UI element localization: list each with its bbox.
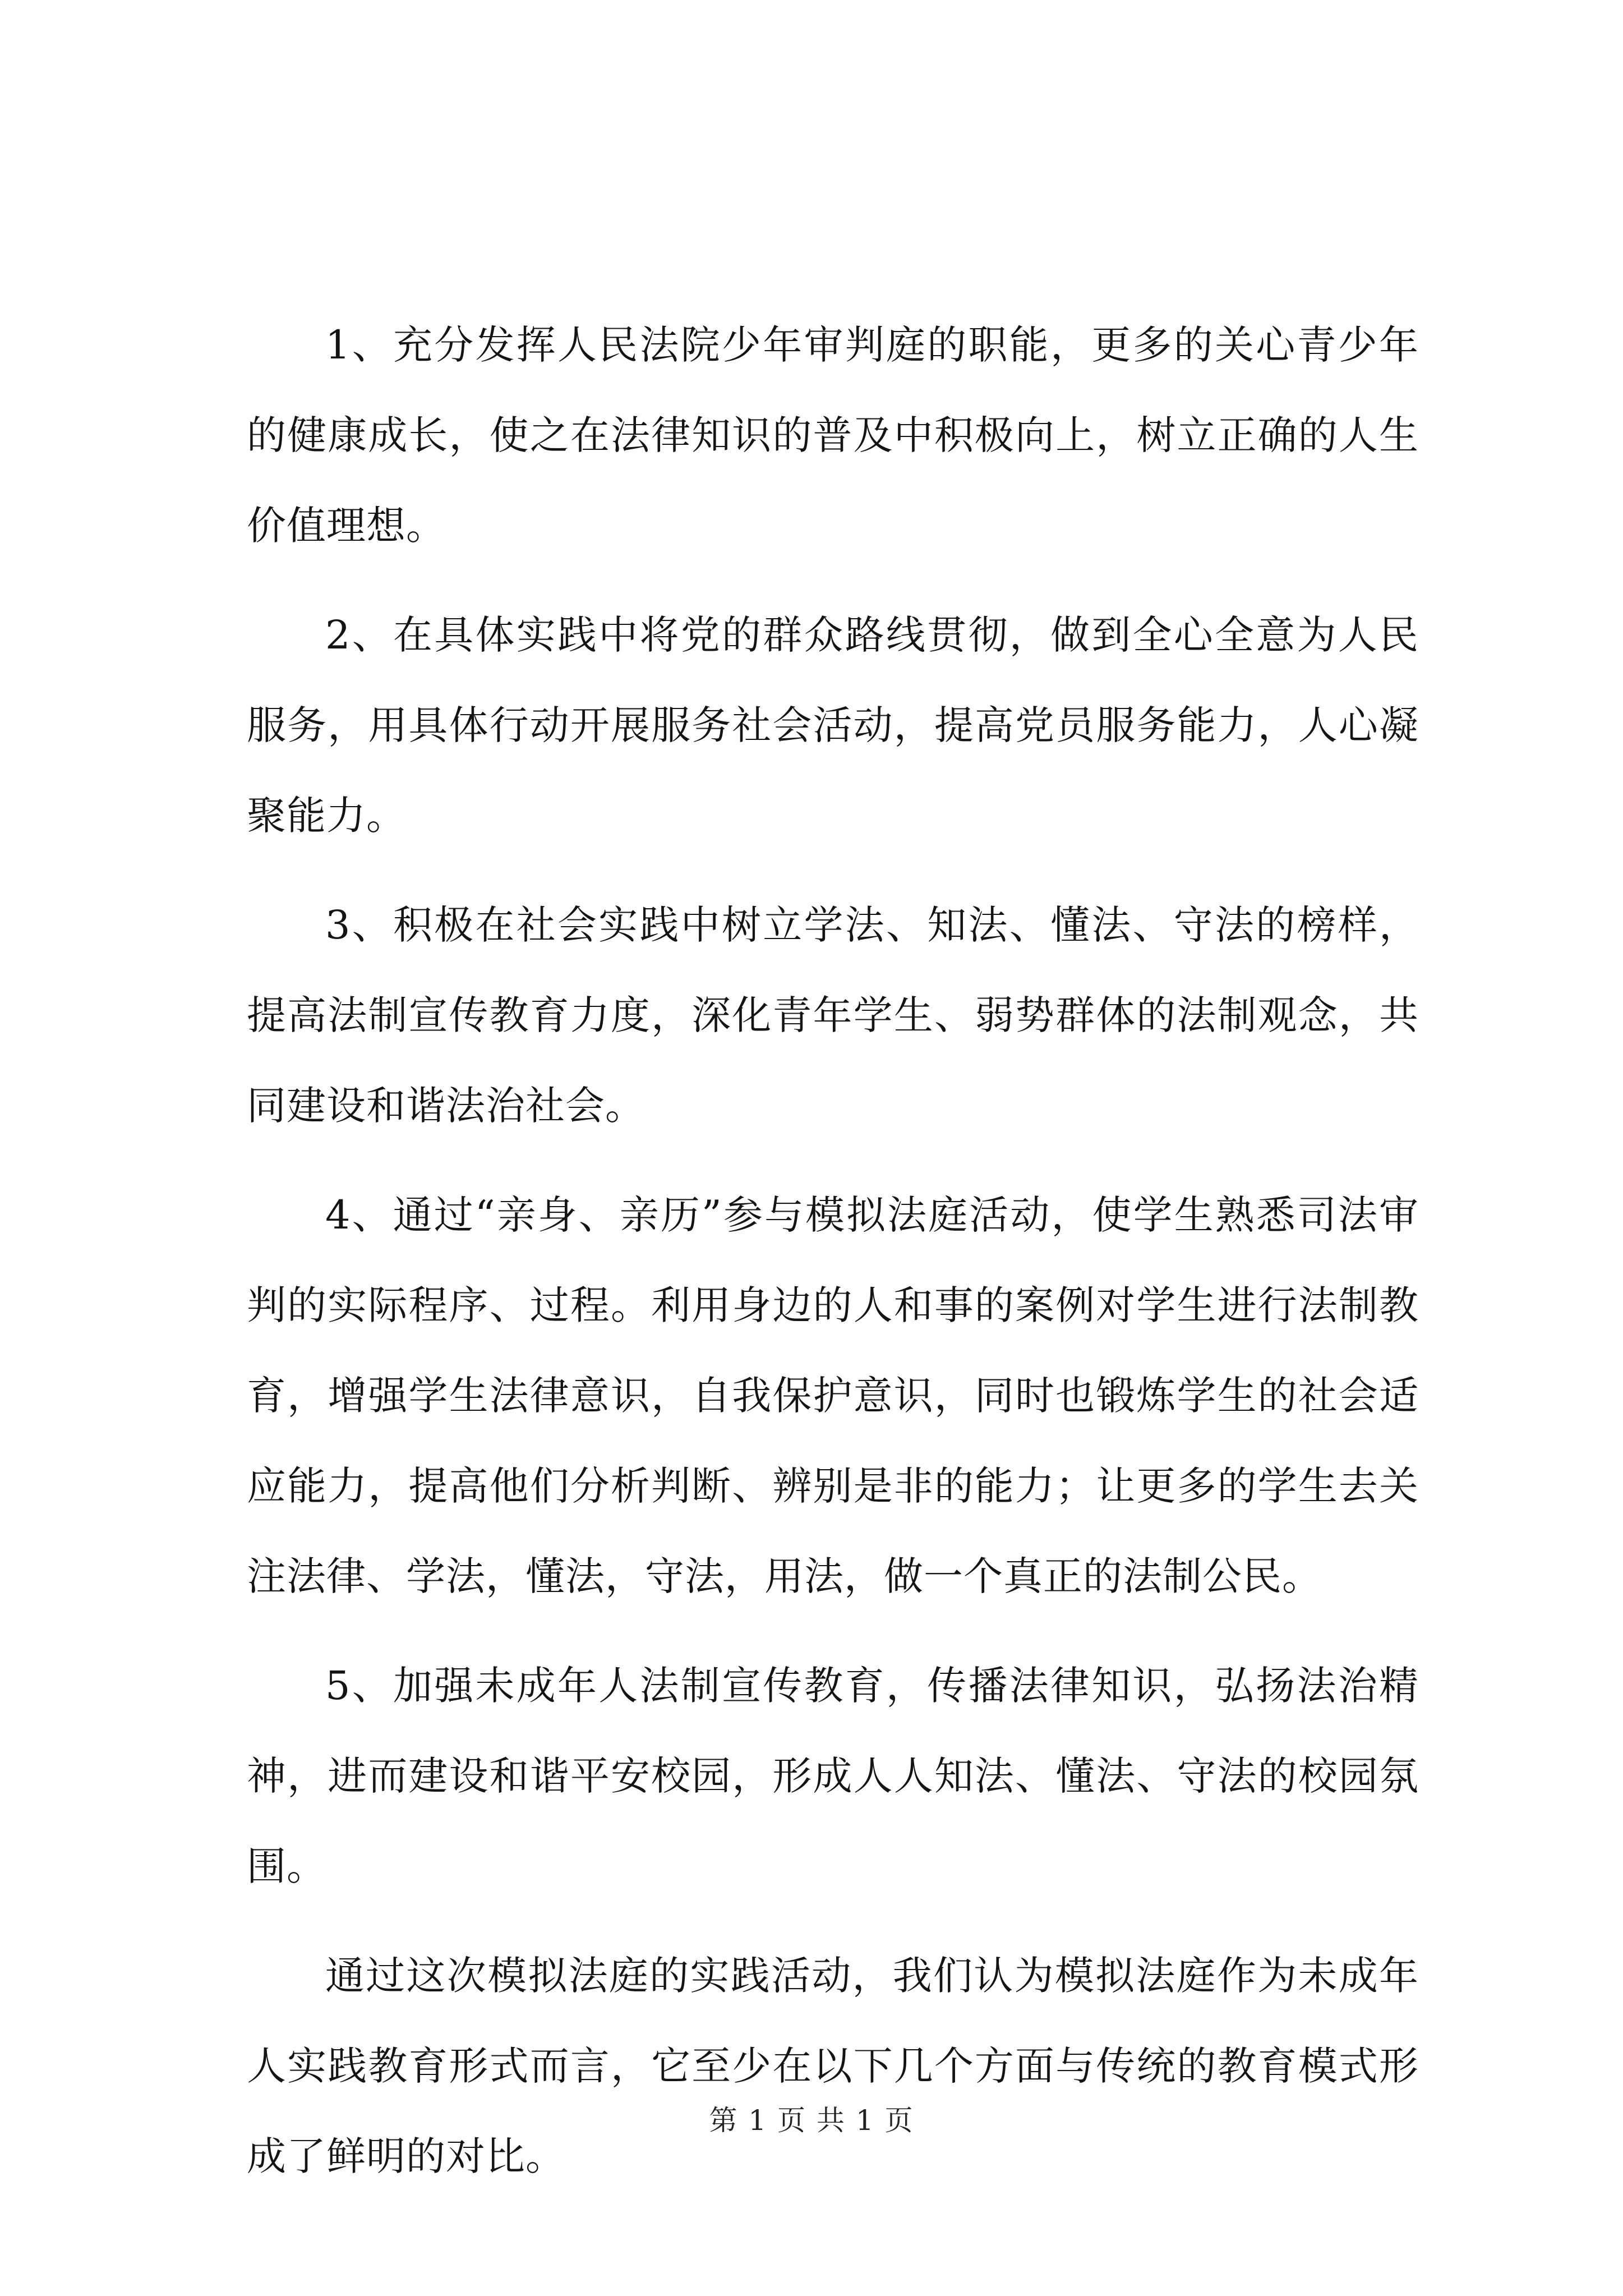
paragraph-5: 5、加强未成年人法制宣传教育，传播法律知识，弘扬法治精神，进而建设和谐平安校园，形成人人知法、懂法、守法的校园氛围。	[247, 1663, 1419, 1889]
paragraph-1: 1、充分发挥人民法院少年审判庭的职能，更多的关心青少年的健康成长，使之在法律知识的普及中积极向上，树立正确的人生价值理想。	[247, 322, 1419, 549]
paragraph-4: 4、通过“亲身、亲历”参与模拟法庭活动，使学生熟悉司法审判的实际程序、过程。利用身边的人和事的案例对学生进行法制教育，增强学生法律意识，自我保护意识，同时也锻炼学生的社会适应能力，提高他们分析判断、辨别是非的能力；让更多的学生去关注法律、学法，懂法，守法，用法，做一个真正的法制公民。	[247, 1192, 1419, 1599]
paragraph-3: 3、积极在社会实践中树立学法、知法、懂法、守法的榜样，提高法制宣传教育力度，深化青年学生、弱势群体的法制观念，共同建设和谐法治社会。	[247, 902, 1419, 1129]
document-body	[247, 300, 1419, 2221]
paragraph-2: 2、在具体实践中将党的群众路线贯彻，做到全心全意为人民服务，用具体行动开展服务社会活动，提高党员服务能力，人心凝聚能力。	[247, 612, 1419, 839]
page-number-footer: 第 1 页 共 1 页	[709, 2104, 914, 2137]
paragraph-conclusion: 通过这次模拟法庭的实践活动，我们认为模拟法庭作为未成年人实践教育形式而言，它至少在以下几个方面与传统的教育模式形成了鲜明的对比。	[247, 1953, 1419, 2179]
